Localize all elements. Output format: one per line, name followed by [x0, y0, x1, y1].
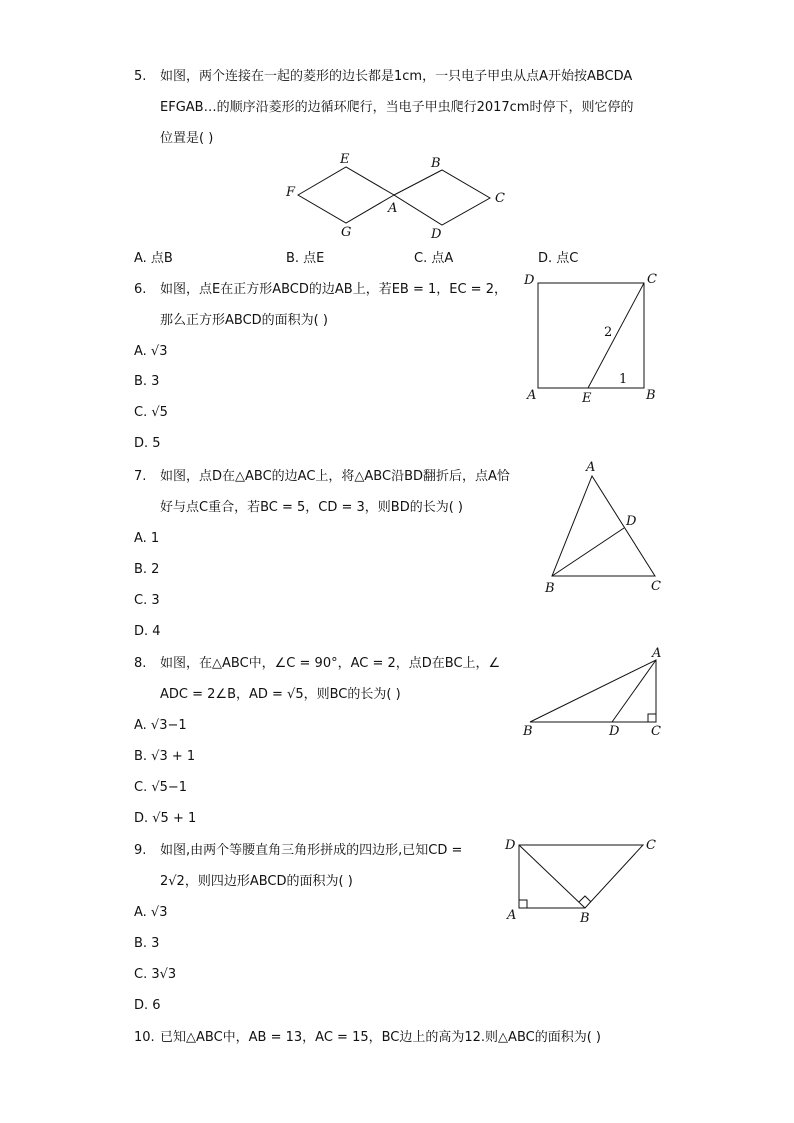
q7-number: 7.: [134, 469, 147, 484]
q5-option-b[interactable]: B. 点E: [286, 251, 325, 266]
q8-option-c[interactable]: C. √5−1: [134, 780, 188, 795]
q9-label-D: D: [505, 838, 516, 853]
q7-option-c[interactable]: C. 3: [134, 593, 160, 608]
q8-option-a[interactable]: A. √3−1: [134, 718, 187, 733]
q6-label-A: A: [527, 388, 537, 403]
q7-option-a[interactable]: A. 1: [134, 531, 160, 546]
q6-option-c[interactable]: C. √5: [134, 405, 168, 420]
q7-label-D: D: [626, 514, 637, 529]
q10-line1: 已知△ABC中，AB = 13，AC = 15，BC边上的高为12.则△ABC的面积为( ): [160, 1030, 601, 1045]
q7-label-A: A: [586, 460, 596, 475]
q8-option-b[interactable]: B. √3 + 1: [134, 749, 196, 764]
q5-label-C: C: [495, 191, 505, 206]
q9-line1: 如图,由两个等腰直角三角形拼成的四边形,已知CD =: [160, 843, 463, 858]
q8-option-d[interactable]: D. √5 + 1: [134, 811, 197, 826]
q6-label-C: C: [647, 272, 657, 287]
q6-label-E: E: [582, 391, 592, 406]
q6-label-B: B: [646, 388, 656, 403]
q5-option-d[interactable]: D. 点C: [538, 251, 579, 266]
q8-number: 8.: [134, 656, 147, 671]
q6-number: 6.: [134, 282, 147, 297]
q5-line2: EFGAB…的顺序沿菱形的边循环爬行，当电子甲虫爬行2017cm时停下，则它停的: [160, 100, 634, 115]
q8-label-A: A: [652, 646, 662, 661]
q5-line3: 位置是( ): [160, 131, 214, 146]
q8-label-B: B: [523, 724, 533, 739]
q5-label-E: E: [340, 152, 350, 167]
q9-number: 9.: [134, 843, 147, 858]
q6-label-D: D: [524, 273, 535, 288]
q7-option-d[interactable]: D. 4: [134, 624, 161, 639]
q7-label-B: B: [545, 581, 555, 596]
q6-option-d[interactable]: D. 5: [134, 436, 161, 451]
q5-option-c[interactable]: C. 点A: [414, 251, 454, 266]
q6-label-1: 1: [619, 372, 628, 387]
q5-number: 5.: [134, 69, 147, 84]
q9-label-B: B: [580, 911, 590, 926]
q9-label-A: A: [507, 908, 517, 923]
q9-label-C: C: [646, 838, 656, 853]
q7-option-b[interactable]: B. 2: [134, 562, 160, 577]
q10-number: 10.: [134, 1030, 155, 1045]
q6-line1: 如图，点E在正方形ABCD的边AB上，若EB = 1，EC = 2，: [160, 282, 507, 297]
q8-label-D: D: [609, 724, 620, 739]
q5-label-G: G: [341, 225, 352, 240]
q6-label-2: 2: [604, 325, 613, 340]
q5-label-D: D: [431, 227, 442, 242]
q8-line1: 如图，在△ABC中，∠C = 90°，AC = 2，点D在BC上，∠: [160, 656, 501, 671]
q6-option-b[interactable]: B. 3: [134, 374, 160, 389]
q9-option-b[interactable]: B. 3: [134, 936, 160, 951]
q7-label-C: C: [651, 579, 661, 594]
q8-line2: ADC = 2∠B，AD = √5，则BC的长为( ): [160, 687, 401, 702]
q7-line2: 好与点C重合，若BC = 5，CD = 3，则BD的长为( ): [160, 500, 463, 515]
q6-option-a[interactable]: A. √3: [134, 344, 168, 359]
q7-line1: 如图，点D在△ABC的边AC上，将△ABC沿BD翻折后，点A恰: [160, 469, 510, 484]
q5-label-F: F: [286, 185, 296, 200]
q6-line2: 那么正方形ABCD的面积为( ): [160, 313, 328, 328]
q9-option-a[interactable]: A. √3: [134, 905, 168, 920]
q9-option-d[interactable]: D. 6: [134, 998, 161, 1013]
q9-option-c[interactable]: C. 3√3: [134, 967, 177, 982]
q8-label-C: C: [651, 724, 661, 739]
q5-option-a[interactable]: A. 点B: [134, 251, 173, 266]
q9-line2: 2√2，则四边形ABCD的面积为( ): [160, 874, 353, 889]
q5-label-B: B: [431, 156, 441, 171]
q5-label-A: A: [388, 201, 398, 216]
q5-line1: 如图，两个连接在一起的菱形的边长都是1cm，一只电子甲虫从点A开始按ABCDA: [160, 69, 633, 84]
